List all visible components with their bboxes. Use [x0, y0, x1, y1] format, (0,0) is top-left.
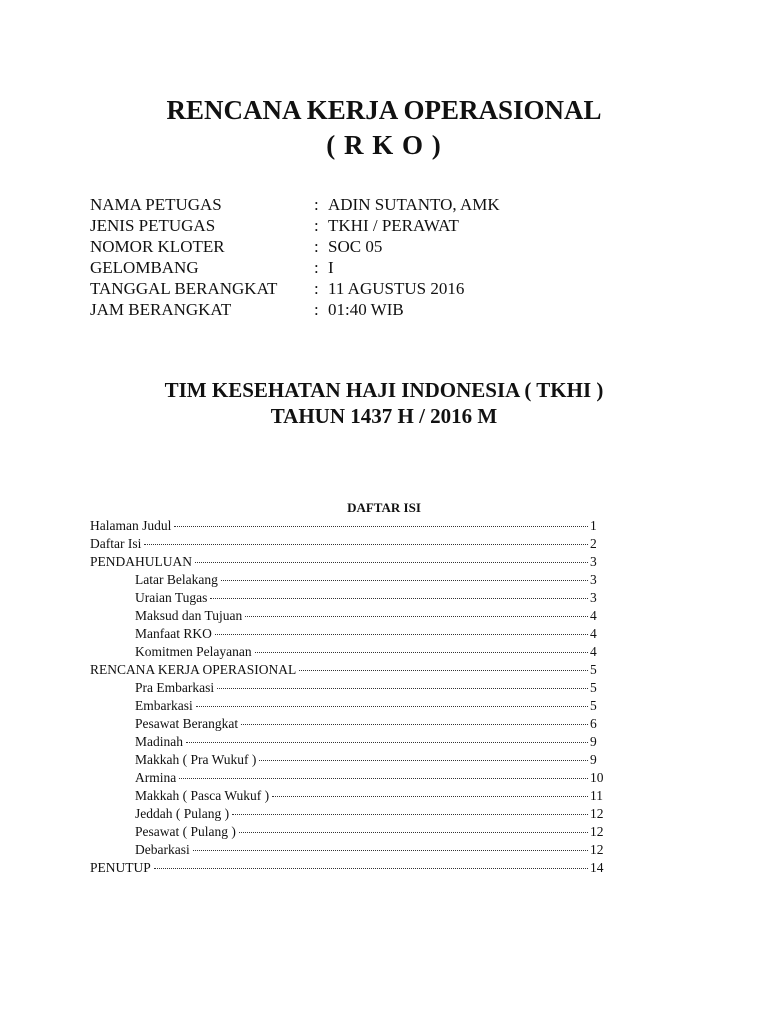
toc-dot-leader: [154, 868, 588, 869]
toc-entry-label: Halaman Judul: [90, 518, 172, 533]
organization-title: TIM KESEHATAN HAJI INDONESIA ( TKHI ): [164, 378, 604, 402]
toc-heading: DAFTAR ISI: [347, 500, 421, 515]
toc-entry-label: PENUTUP: [90, 860, 151, 875]
toc-entry-label: Debarkasi: [135, 842, 190, 857]
toc-dot-leader: [144, 544, 588, 545]
toc-dot-leader: [245, 616, 588, 617]
info-label: TANGGAL BERANGKAT: [90, 279, 278, 298]
toc-entry[interactable]: [90, 841, 607, 859]
toc-entry-page: 4: [590, 608, 597, 623]
document-title-abbreviation: ( R K O ): [326, 130, 442, 160]
toc-entry-page: 12: [590, 806, 604, 821]
toc-entry[interactable]: [90, 535, 607, 553]
table-of-contents: [90, 517, 607, 877]
toc-entry[interactable]: [90, 607, 607, 625]
toc-entry-label: Embarkasi: [135, 698, 193, 713]
info-value: SOC 05: [328, 237, 383, 256]
info-row: [90, 257, 690, 278]
toc-entry-label: Armina: [135, 770, 177, 785]
toc-entry-page: 11: [590, 788, 603, 803]
info-value: 01:40 WIB: [328, 300, 404, 319]
toc-entry-label: Makkah ( Pra Wukuf ): [135, 752, 257, 767]
toc-entry[interactable]: [90, 661, 607, 679]
officer-info-block: [90, 194, 690, 320]
toc-entry-page: 6: [590, 716, 597, 731]
toc-entry-page: 4: [590, 644, 597, 659]
toc-dot-leader: [195, 562, 588, 563]
toc-entry-page: 2: [590, 536, 597, 551]
info-label: JAM BERANGKAT: [90, 300, 232, 319]
info-row: [90, 215, 690, 236]
toc-entry[interactable]: [90, 643, 607, 661]
toc-entry[interactable]: [90, 787, 607, 805]
info-row: [90, 194, 690, 215]
info-colon: :: [314, 237, 319, 256]
toc-entry[interactable]: [90, 859, 607, 877]
info-colon: :: [314, 216, 319, 235]
toc-dot-leader: [179, 778, 588, 779]
toc-dot-leader: [193, 850, 588, 851]
document-title: RENCANA KERJA OPERASIONAL: [166, 95, 602, 125]
toc-dot-leader: [221, 580, 588, 581]
year-title: TAHUN 1437 H / 2016 M: [270, 404, 498, 428]
toc-entry-label: Uraian Tugas: [135, 590, 208, 605]
info-value: I: [328, 258, 334, 277]
toc-entry[interactable]: [90, 571, 607, 589]
toc-entry[interactable]: [90, 715, 607, 733]
toc-dot-leader: [239, 832, 588, 833]
toc-entry[interactable]: [90, 679, 607, 697]
toc-entry-label: Komitmen Pelayanan: [135, 644, 252, 659]
toc-entry[interactable]: [90, 823, 607, 841]
info-row: [90, 299, 690, 320]
toc-entry-label: Maksud dan Tujuan: [135, 608, 243, 623]
toc-entry[interactable]: [90, 553, 607, 571]
toc-dot-leader: [259, 760, 588, 761]
toc-entry-label: Daftar Isi: [90, 536, 142, 551]
info-value: TKHI / PERAWAT: [328, 216, 459, 235]
toc-entry-page: 5: [590, 680, 597, 695]
toc-entry-label: Manfaat RKO: [135, 626, 212, 641]
toc-entry-label: Madinah: [135, 734, 183, 749]
toc-dot-leader: [210, 598, 588, 599]
toc-dot-leader: [174, 526, 588, 527]
toc-entry-page: 12: [590, 842, 604, 857]
toc-entry-page: 10: [590, 770, 604, 785]
toc-entry-page: 9: [590, 734, 597, 749]
toc-entry[interactable]: [90, 697, 607, 715]
toc-dot-leader: [255, 652, 588, 653]
info-colon: :: [314, 195, 319, 214]
toc-entry-page: 4: [590, 626, 597, 641]
toc-entry-page: 5: [590, 698, 597, 713]
toc-entry-label: Makkah ( Pasca Wukuf ): [135, 788, 270, 803]
toc-entry-page: 12: [590, 824, 604, 839]
toc-entry[interactable]: [90, 517, 607, 535]
toc-entry-page: 3: [590, 554, 597, 569]
toc-entry-page: 9: [590, 752, 597, 767]
toc-entry-label: Latar Belakang: [135, 572, 218, 587]
info-colon: :: [314, 279, 319, 298]
toc-dot-leader: [217, 688, 588, 689]
info-label: NOMOR KLOTER: [90, 237, 225, 256]
toc-entry-page: 1: [590, 518, 597, 533]
toc-entry[interactable]: [90, 625, 607, 643]
toc-dot-leader: [186, 742, 588, 743]
info-row: [90, 236, 690, 257]
toc-dot-leader: [215, 634, 588, 635]
toc-entry-label: Pesawat ( Pulang ): [135, 824, 236, 839]
toc-entry[interactable]: [90, 769, 607, 787]
info-row: [90, 278, 690, 299]
toc-dot-leader: [196, 706, 588, 707]
info-colon: :: [314, 300, 319, 319]
toc-entry-label: RENCANA KERJA OPERASIONAL: [90, 662, 297, 677]
info-label: JENIS PETUGAS: [90, 216, 216, 235]
toc-entry-page: 14: [590, 860, 604, 875]
info-label: GELOMBANG: [90, 258, 199, 277]
toc-dot-leader: [241, 724, 588, 725]
toc-entry-page: 3: [590, 572, 597, 587]
info-value: ADIN SUTANTO, AMK: [328, 195, 500, 214]
toc-entry[interactable]: [90, 751, 607, 769]
toc-entry-label: Pra Embarkasi: [135, 680, 215, 695]
info-colon: :: [314, 258, 319, 277]
toc-entry-page: 5: [590, 662, 597, 677]
info-value: 11 AGUSTUS 2016: [328, 279, 465, 298]
toc-dot-leader: [272, 796, 588, 797]
toc-entry[interactable]: [90, 805, 607, 823]
toc-entry-label: Pesawat Berangkat: [135, 716, 239, 731]
toc-entry-label: PENDAHULUAN: [90, 554, 192, 569]
toc-entry[interactable]: [90, 733, 607, 751]
toc-entry-label: Jeddah ( Pulang ): [135, 806, 230, 821]
toc-entry-page: 3: [590, 590, 597, 605]
info-label: NAMA PETUGAS: [90, 195, 222, 214]
toc-dot-leader: [299, 670, 588, 671]
toc-dot-leader: [232, 814, 588, 815]
toc-entry[interactable]: [90, 589, 607, 607]
